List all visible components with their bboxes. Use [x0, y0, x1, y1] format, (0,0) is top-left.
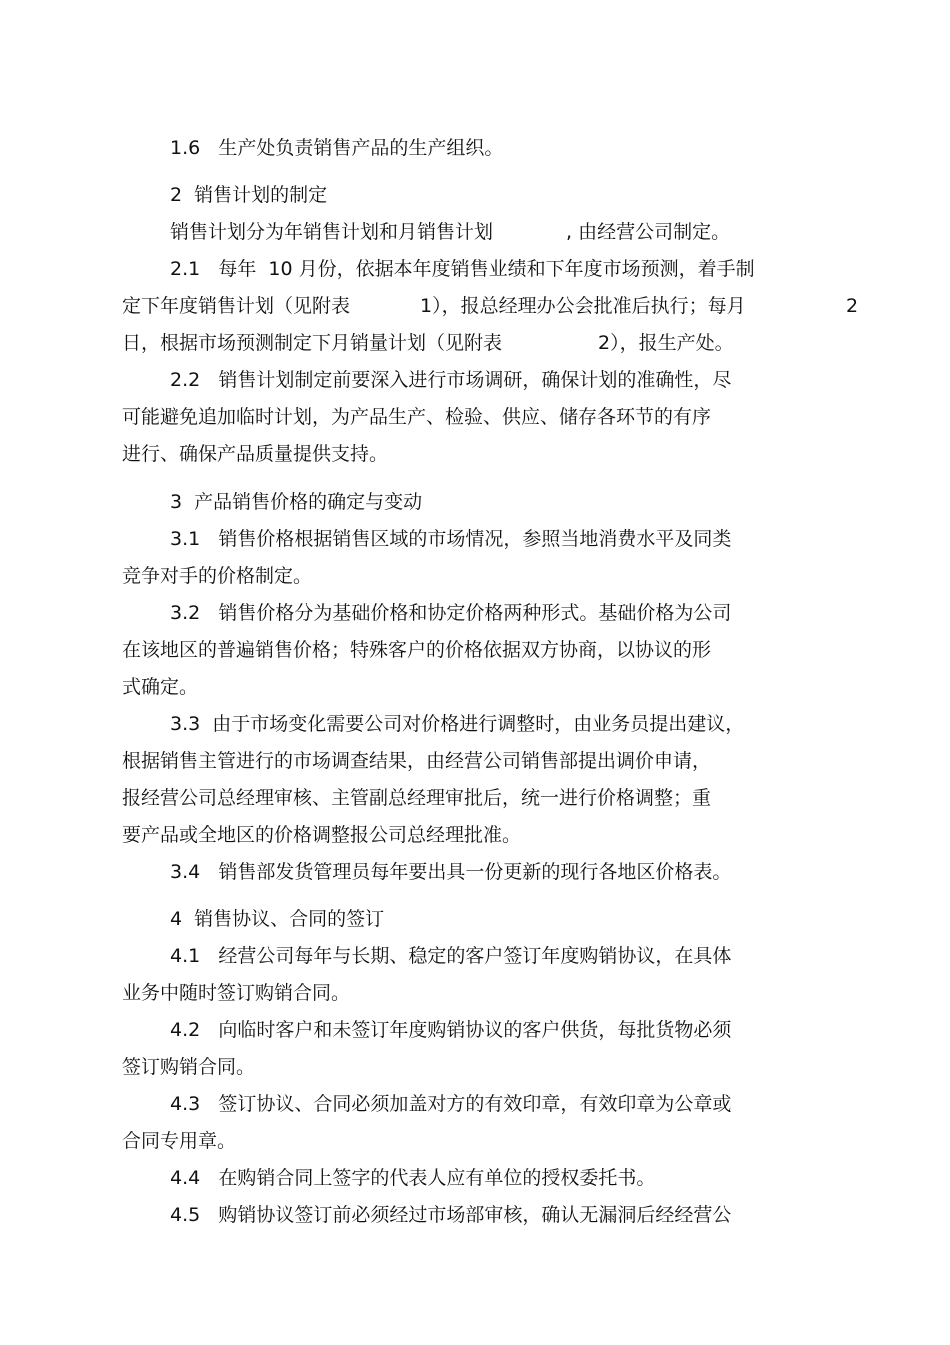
section-4-heading: 4 销售协议、合同的签订: [170, 908, 385, 930]
clause-2-1-line-1: 2.1 每年 10 月份，依据本年度销售业绩和下年度市场预测，着手制: [170, 258, 755, 280]
clause-2-1-line-2b: 1），报总经理办公会批准后执行；每月: [420, 295, 746, 317]
clause-3-3-line-4: 要产品或全地区的价格调整报公司总经理批准。: [122, 824, 522, 846]
section-2-heading: 2 销售计划的制定: [170, 184, 328, 206]
clause-3-3-line-1: 3.3 由于市场变化需要公司对价格进行调整时，由业务员提出建议，: [170, 713, 745, 735]
clause-4-3-line-1: 4.3 签订协议、合同必须加盖对方的有效印章，有效印章为公章或: [170, 1093, 732, 1115]
clause-3-2-line-1: 3.2 销售价格分为基础价格和协定价格两种形式。基础价格为公司: [170, 602, 732, 624]
clause-1-6: 1.6 生产处负责销售产品的生产组织。: [170, 137, 504, 159]
clause-4-5-line-1: 4.5 购销协议签订前必须经过市场部审核，确认无漏洞后经经营公: [170, 1204, 732, 1226]
clause-2-2-line-2: 可能避免追加临时计划，为产品生产、检验、供应、储存各环节的有序: [122, 406, 712, 428]
clause-4-2-line-2: 签订购销合同。: [122, 1056, 256, 1078]
clause-2-1-line-2a: 定下年度销售计划（见附表: [122, 295, 351, 317]
clause-4-1-line-2: 业务中随时签订购销合同。: [122, 982, 351, 1004]
clause-2-2-line-1: 2.2 销售计划制定前要深入进行市场调研，确保计划的准确性，尽: [170, 369, 732, 391]
clause-2-1-line-3b: 2），报生产处。: [598, 332, 734, 354]
clause-3-1-line-2: 竞争对手的价格制定。: [122, 565, 313, 587]
clause-3-2-line-3: 式确定。: [122, 676, 199, 698]
clause-3-2-line-2: 在该地区的普遍销售价格；特殊客户的价格依据双方协商，以协议的形: [122, 639, 712, 661]
clause-2-2-line-3: 进行、确保产品质量提供支持。: [122, 443, 389, 465]
clause-4-1-line-1: 4.1 经营公司每年与长期、稳定的客户签订年度购销协议，在具体: [170, 945, 732, 967]
section-3-heading: 3 产品销售价格的确定与变动: [170, 491, 423, 513]
clause-3-1-line-1: 3.1 销售价格根据销售区域的市场情况，参照当地消费水平及同类: [170, 528, 732, 550]
clause-2-1-line-2c: 2: [846, 295, 859, 317]
clause-3-4: 3.4 销售部发货管理员每年要出具一份更新的现行各地区价格表。: [170, 861, 732, 883]
clause-3-3-line-3: 报经营公司总经理审核、主管副总经理审批后，统一进行价格调整；重: [122, 787, 712, 809]
clause-4-2-line-1: 4.2 向临时客户和未签订年度购销协议的客户供货，每批货物必须: [170, 1019, 732, 1041]
clause-4-3-line-2: 合同专用章。: [122, 1130, 237, 1152]
section-2-intro-a: 销售计划分为年销售计划和月销售计划: [170, 221, 494, 243]
clause-3-3-line-2: 根据销售主管进行的市场调查结果，由经营公司销售部提出调价申请，: [122, 750, 712, 772]
clause-4-4: 4.4 在购销合同上签字的代表人应有单位的授权委托书。: [170, 1167, 656, 1189]
section-2-intro-b: , 由经营公司制定。: [566, 221, 731, 243]
clause-2-1-line-3a: 日，根据市场预测制定下月销量计划（见附表: [122, 332, 503, 354]
